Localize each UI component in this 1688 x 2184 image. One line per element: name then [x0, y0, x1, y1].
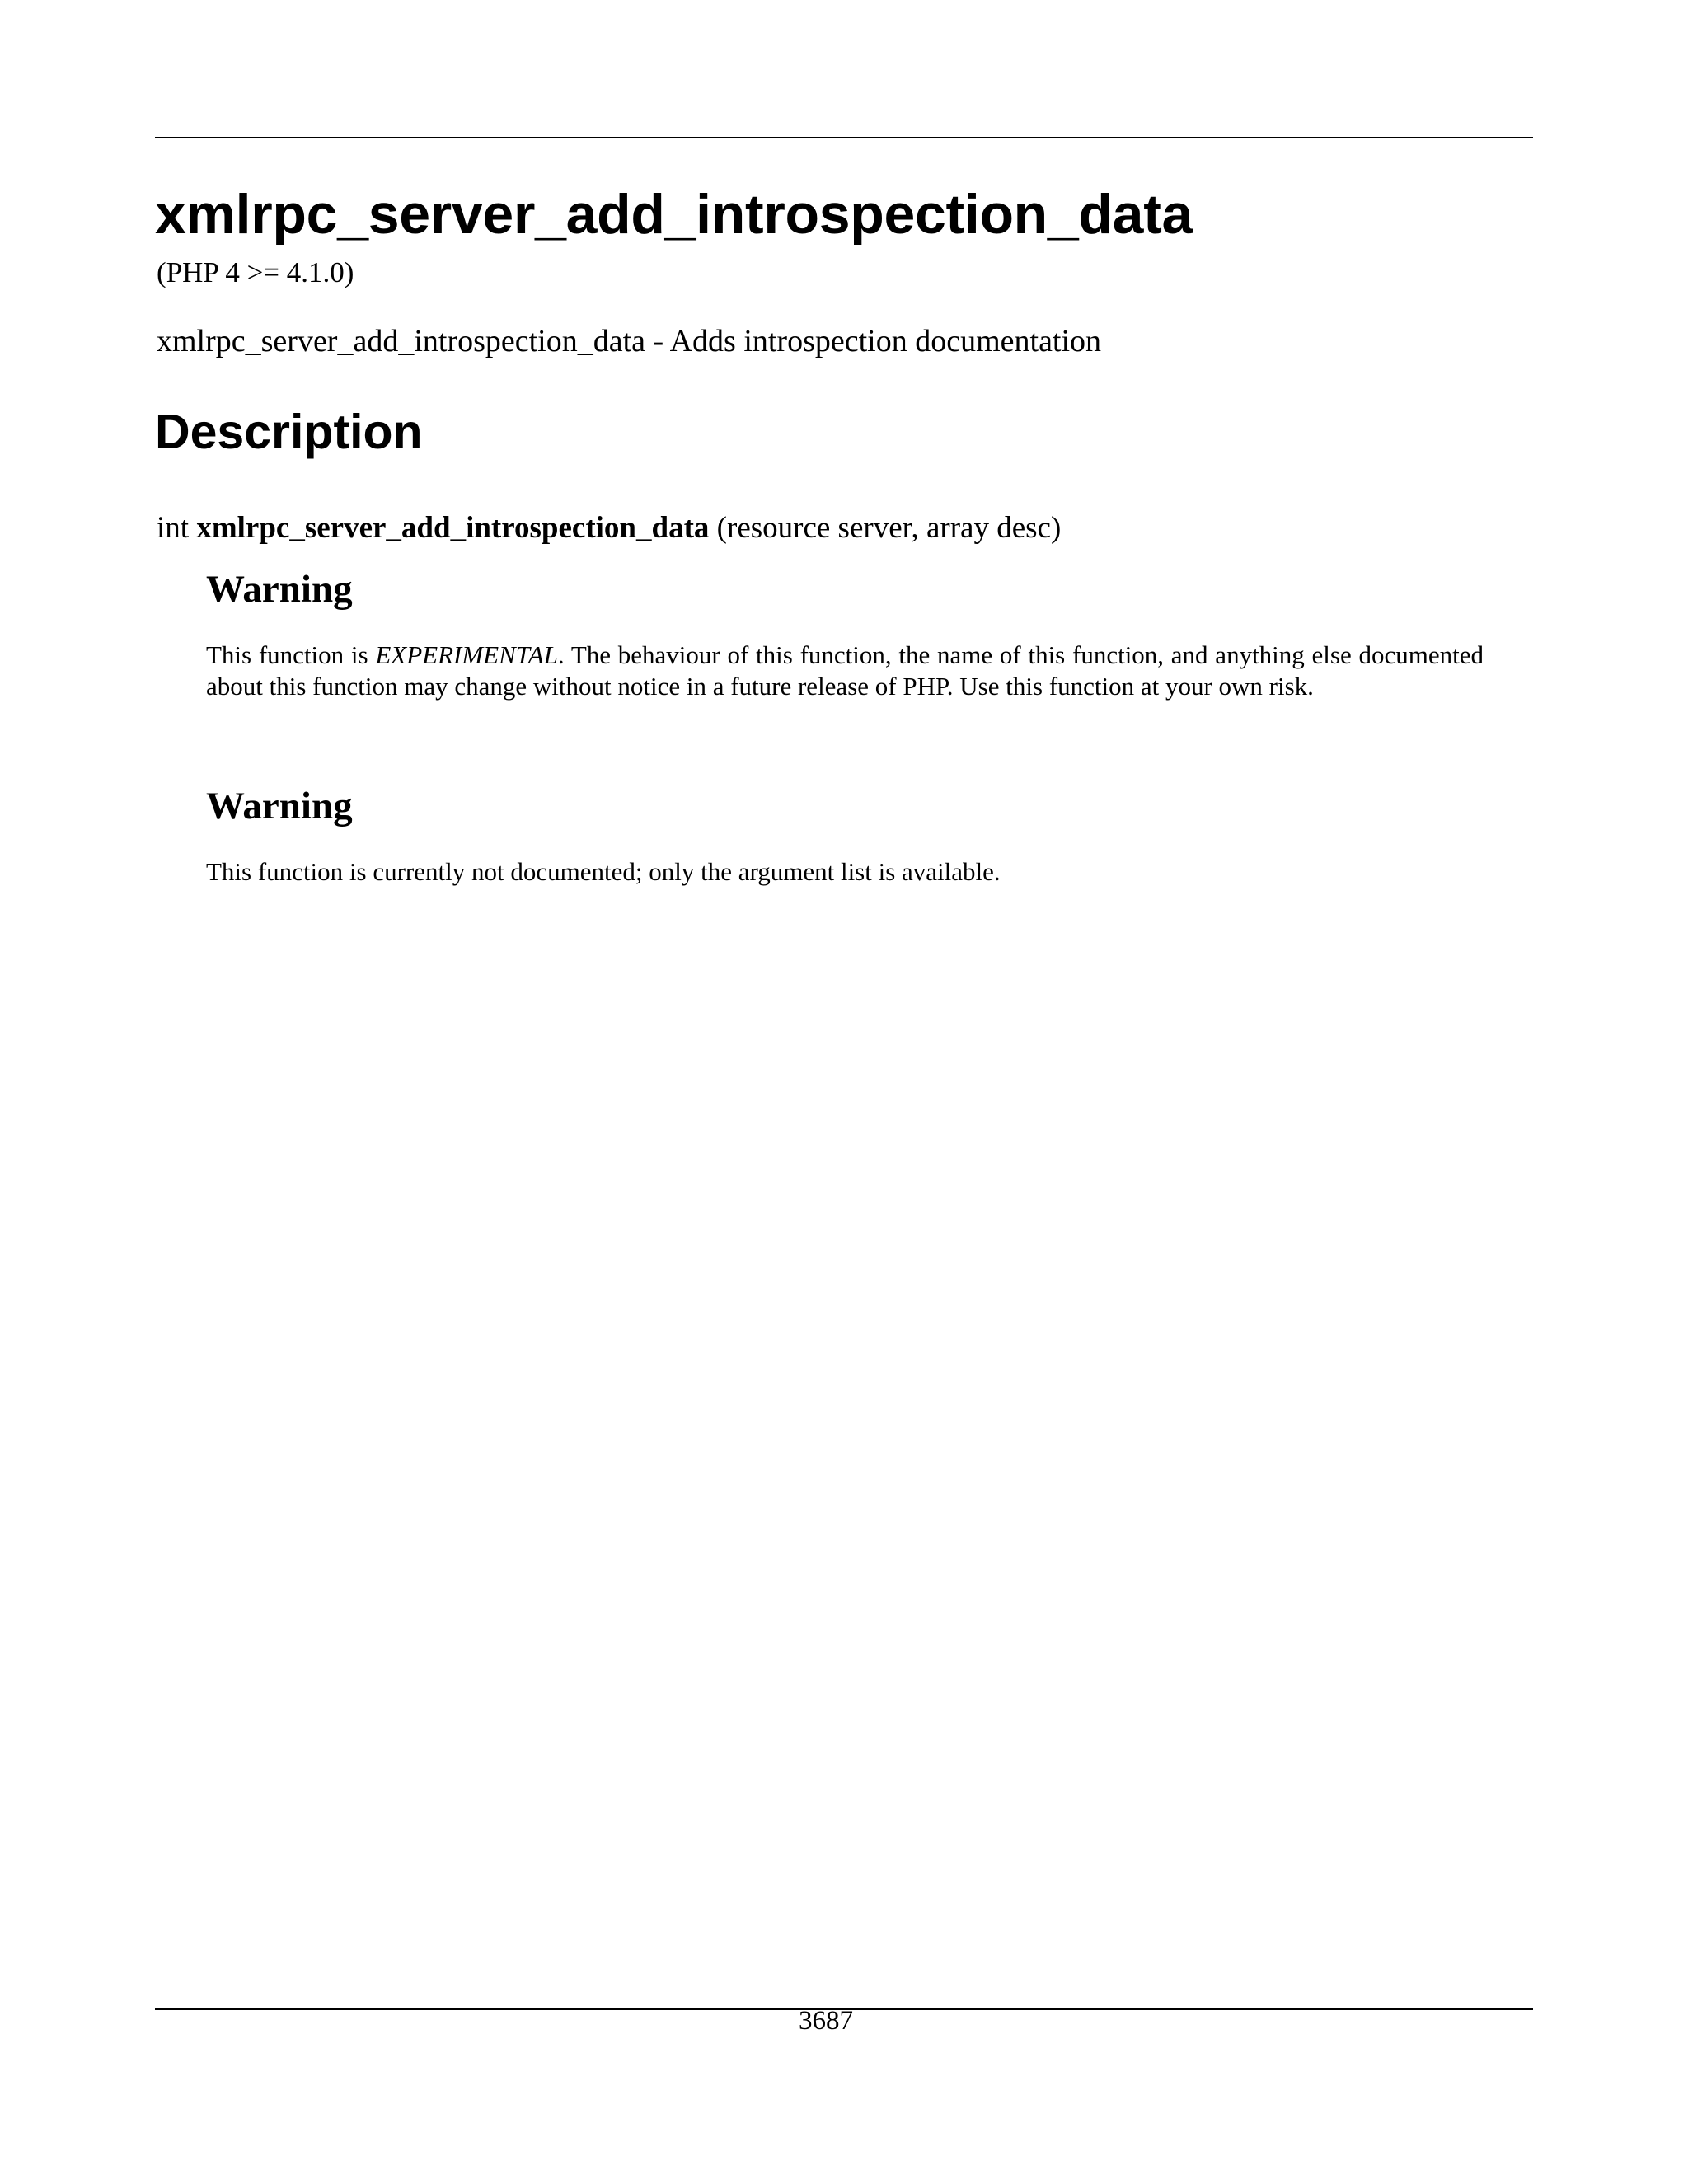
- page-title: xmlrpc_server_add_introspection_data: [155, 183, 1193, 246]
- return-type: int: [157, 511, 190, 545]
- warning-text-undocumented: This function is currently not documented; only the argument list is available.: [206, 857, 1001, 886]
- page-number: [0, 2008, 1688, 2035]
- experimental-emphasis: EXPERIMENTAL: [375, 640, 558, 669]
- ref-purpose: xmlrpc_server_add_introspection_data - Adds introspection documentation: [157, 324, 1102, 359]
- warning-text-end: . The behaviour of this function, the name of this function, and anything else documented about this function may change without notice in a future release of PHP. Use this function at your own risk.: [206, 640, 1484, 701]
- function-synopsis: [157, 513, 1061, 543]
- version-note: (PHP 4 >= 4.1.0): [157, 256, 354, 288]
- warning-text-start: This function is: [206, 640, 376, 669]
- header-rule: [155, 137, 1533, 138]
- function-params: (resource server, array desc): [716, 511, 1062, 545]
- page-number-text: 3687: [799, 2006, 853, 2036]
- function-name: xmlrpc_server_add_introspection_data: [196, 511, 710, 545]
- warning-title-undocumented: Warning: [206, 785, 353, 827]
- description-heading: Description: [155, 405, 423, 459]
- warning-text-experimental: [206, 640, 1484, 702]
- warning-title-experimental: Warning: [206, 568, 353, 611]
